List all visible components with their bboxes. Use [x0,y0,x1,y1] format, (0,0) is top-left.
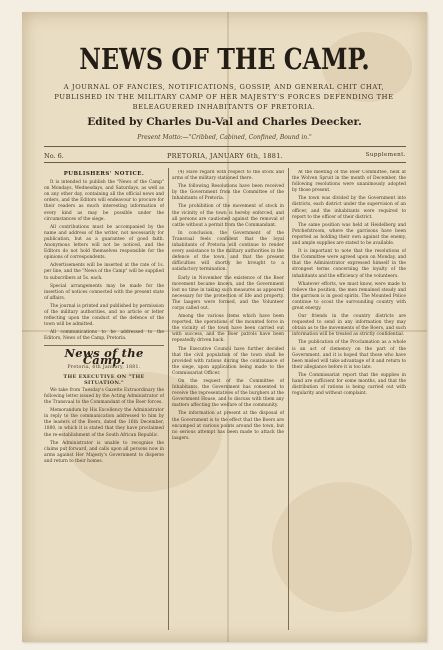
article-paragraph: Among the various items which have been reported, the operations of the mounted force in the vicinity of the town have been carried out with success, and the Boer patrols have been repeatedly driven back. [172,314,284,344]
inner-dateline: Pretoria, 6th January, 1881. [67,364,141,370]
article-paragraph: At the meeting of the Boer Committee, held at the Wolven Spruit in the month of December, the following resolutions were unanimously adopted by those present. [292,170,406,194]
header-rule-top [44,146,406,147]
column-divider [168,168,169,630]
newspaper-title: NEWS OF THE CAMP. [79,42,370,76]
article-paragraph: (4) Have regard with respect to the stock and arms of the military stationed there. [172,170,284,182]
article-paragraph: Early in November the existence of the Boer movement became known, and the Government lost no time in taking such measures as appeared necessary for the protection of life and property. The laagers were formed, and the Volunteer corps called out. [172,275,284,311]
article-paragraph: The journal is printed and published by permission of the military authorities, and no article or letter reflecting upon the conduct of the defence of the town will be admitted. [44,303,164,328]
supplement-label: Supplement. [365,152,406,158]
article-paragraph: The Commissariat report that the supplies in hand are sufficient for some months, and that the distribution of rations is being carried out with regularity and without complaint. [292,372,406,397]
article-paragraph: The prohibition of the movement of stock in the vicinity of the town is hereby enforced, and all persons are cautioned against the removal of cattle without a permit from the Commandant. [172,204,284,228]
article-paragraph: The publication of the Proclamation as a whole is an act of clemency on the part of the Government, and it is hoped that those who have been misled will take advantage of it and return to their allegiance before it is too late. [292,340,406,370]
section-heading: THE EXECUTIVE ON "THE SITUATION." [63,373,145,386]
article-paragraph: In conclusion, the Government of the Transvaal feels confident that the loyal inhabitants of Pretoria will continue to render every assistance to the military authorities in the defence of the town, and that the present difficulties will shortly be brought to a satisfactory termination. [172,230,284,273]
article-paragraph: The information at present at the disposal of the Government is to the effect that the Boers are encamped at various points around the town, but no serious attempt has been made to attack the laagers. [172,411,284,441]
article-paragraph: The Executive Council have further decided that the civil population of the town shall be provided with rations during the continuance of the siege, upon application being made to the Commissariat Officer. [172,346,284,376]
column-2 [172,170,284,632]
article-paragraph: It is important to note that the resolutions of the Committee were agreed upon on Monday, and that the Administrator expressed himself in the strongest terms concerning the loyalty of the inhabitants and the efficiency of the volunteers. [292,249,406,279]
article-paragraph: It is intended to publish the "News of the Camp" on Mondays, Wednesdays, and Saturdays, as well as on any other day, containing all the official news and orders, and the Editors will endeavour to procure for their readers as much interesting information of every kind as may be possible under the circumstances of the siege. [44,180,164,222]
issue-number: No. 6. [44,152,64,160]
article-paragraph: Memorandum by His Excellency the Administrator in reply to the communication addressed to him by the leaders of the Boers, dated the 16th December, 1880, in which it is stated that they have proclaimed the re-establishment of the South African Republic. [44,408,164,438]
article-paragraph: We take from Tuesday's Gazette Extraordinary the following letter issued by the Acting Administrator of the Transvaal to the Commandant of the Boer forces. [44,387,164,406]
editors-line: Edited by Charles Du-Val and Charles Deecker. [87,116,362,128]
issue-date: PRETORIA, JANUARY 6th, 1881. [166,152,284,160]
article-paragraph: Our friends in the country districts are requested to send in any information they may obtain as to the movements of the Boers, and such information will be treated as strictly confidential. [292,314,406,338]
article-paragraph: All contributions must be accompanied by the name and address of the writer, not necessarily for publication, but as a guarantee of good faith. Anonymous letters will not be noticed, and the Editors do not hold themselves responsible for the opinions of correspondents. [44,224,164,261]
article-paragraph: Whatever efforts, we must know, were made to relieve the position, the men remained steady and the garrison is in good spirits. The Mounted Police continue to scout the surrounding country with great energy. [292,281,406,311]
inner-masthead: News of the Camp. [64,346,144,367]
column-divider [288,168,289,630]
article-paragraph: The town was divided by the Government into districts, each district under the supervision of an officer, and the inhabitants were required to report to the officer of their district. [292,196,406,220]
article-paragraph: All communications to be addressed to the Editors, News of the Camp, Pretoria. [44,330,164,342]
column-1 [44,170,164,632]
article-paragraph: On the request of the Committee of Inhabitants, the Government has consented to receive the representatives of the burghers at the Government House, and to discuss with them any matters affecting the welfare of the community. [172,379,284,409]
article-paragraph: The Administrator is unable to recognise the claims put forward, and calls upon all persons now in arms against Her Majesty's Government to disperse and return to their homes. [44,440,164,464]
column-3 [292,170,406,632]
publishers-notice-heading: PUBLISHERS' NOTICE. [63,171,145,177]
article-paragraph: Special arrangements may be made for the insertion of notices connected with the present state of affairs. [44,283,164,301]
article-paragraph: The same position was held at Heidelberg and Potchefstroom, where the garrisons have been reported as holding their own against the enemy, and ample supplies are stated to be available. [292,222,406,247]
newspaper-page [22,12,427,642]
motto-line: Present Motto:—"Cribbed, Cabined, Confined, Bound in." [137,134,312,141]
article-paragraph: Advertisements will be inserted at the rate of 1s. per line, and the "News of the Camp" will be supplied to subscribers at 5s. each. [44,263,164,281]
article-paragraph: The following Resolutions have been received by the Government from the Committee of the Inhabitants of Pretoria. [172,184,284,202]
newspaper-subtitle: A JOURNAL OF FANCIES, NOTIFICATIONS, GOSSIP, AND GENERAL CHIT CHAT, PUBLISHED IN THE MILITARY CAMP OF HER MAJESTY'S FORCES DEFENDING THE BELEAGUERED INHABITANTS OF PRETORIA. [54,83,394,111]
header-rule-bottom [44,162,406,163]
